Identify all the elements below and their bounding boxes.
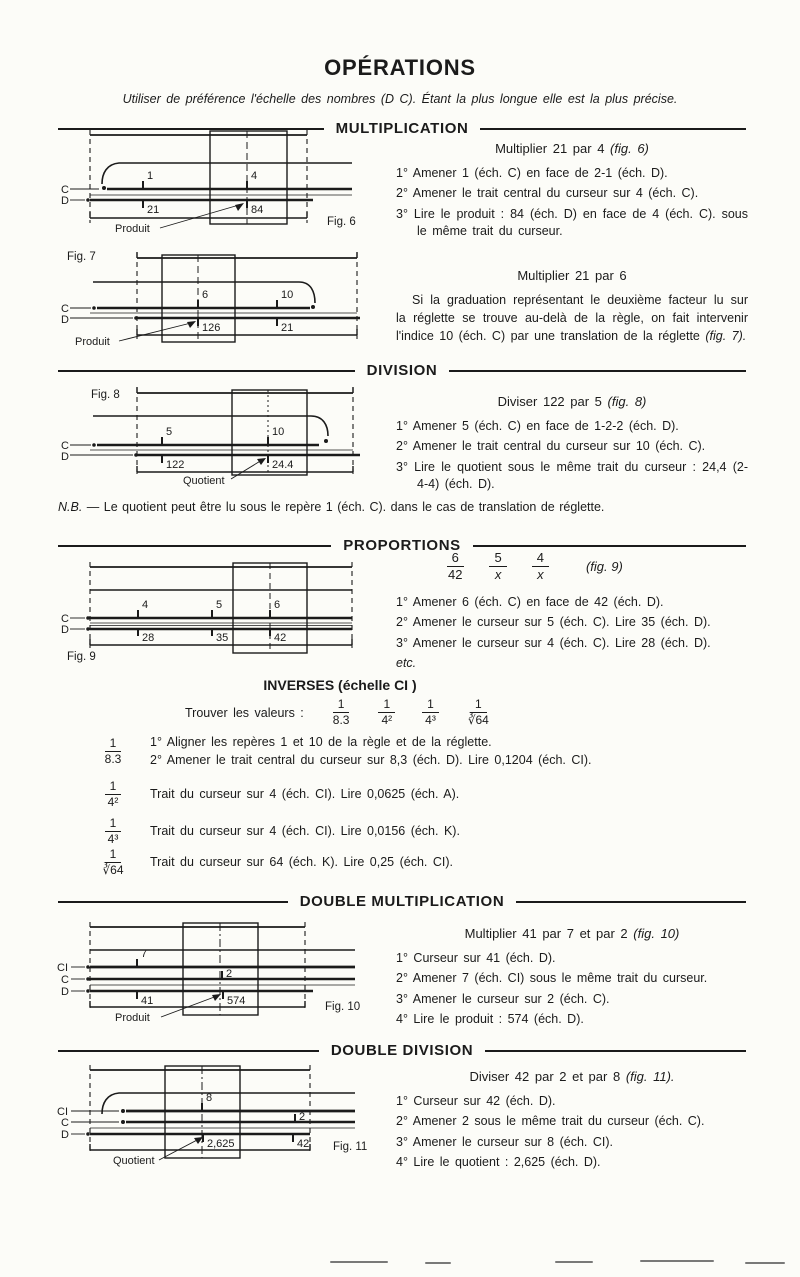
arrowhead xyxy=(235,203,244,211)
problem-text: Multiplier 21 par 4 xyxy=(495,141,605,156)
step: 2° Amener le trait central du curseur sur 4 (éch. C). xyxy=(396,186,699,201)
step: 1° Aligner les repères 1 et 10 de la règle et de la réglette. xyxy=(150,735,492,749)
step: 2° Amener 2 sous le même trait du curseur (éch. C). xyxy=(396,1114,705,1129)
step: 1° Amener 5 (éch. C) en face de 1-2-2 (éch. D). xyxy=(396,419,679,433)
denominator: 4² xyxy=(107,795,119,809)
denominator: x xyxy=(494,567,502,583)
section-header-double-multiplication xyxy=(58,893,746,910)
step: 3° Amener le curseur sur 8 (éch. CI). xyxy=(396,1134,613,1149)
fraction xyxy=(331,697,352,728)
explanation-paragraph xyxy=(396,292,748,345)
numerator: 6 xyxy=(447,550,464,567)
fig-reference: (fig. 9) xyxy=(585,559,623,575)
nb-prefix: N.B. xyxy=(58,500,83,514)
numerator: 1 xyxy=(105,779,122,795)
header-rule xyxy=(480,128,746,130)
fraction xyxy=(422,697,439,728)
header-rule xyxy=(516,901,746,903)
scale-end-dot xyxy=(324,439,328,443)
pointer-label: Produit xyxy=(115,1012,150,1024)
section-title: DIVISION xyxy=(366,362,438,379)
denominator: ∛64 xyxy=(102,863,124,877)
fig11-slide-rule-diagram xyxy=(55,1060,395,1180)
section-title: PROPORTIONS xyxy=(343,537,461,554)
scale-end-dot xyxy=(311,305,315,309)
scale-label-c: C xyxy=(61,303,69,315)
step: 2° Amener le trait central du curseur sur 10 (éch. C). xyxy=(396,439,706,454)
step: Trait du curseur sur 4 (éch. CI). Lire 0,0625 (éch. A). xyxy=(150,786,460,801)
inverses-intro xyxy=(185,697,491,728)
numerator: 1 xyxy=(378,697,395,713)
pointer-label: Produit xyxy=(115,223,150,235)
problem-text: Multiplier 41 par 7 et par 2 xyxy=(464,926,628,941)
step: 3° Lire le produit : 84 (éch. D) en face de 4 (éch. C). sous le même trait du curseur. xyxy=(396,206,748,238)
numerator: 1 xyxy=(105,736,122,752)
scan-artifact xyxy=(555,1261,593,1263)
division-text xyxy=(396,394,748,496)
numerator: 1 xyxy=(105,847,122,863)
c-tick-label: 1 xyxy=(147,170,154,182)
leader-dot xyxy=(86,965,90,969)
fraction xyxy=(466,697,491,728)
fraction xyxy=(489,550,506,584)
denominator: 4³ xyxy=(425,713,436,727)
fraction xyxy=(101,847,126,878)
scale-label-ci: CI xyxy=(57,1106,68,1118)
step: 3° Lire le quotient sous le même trait du curseur : 24,4 (2-4-4) (éch. D). xyxy=(396,459,748,491)
d-tick-label: 24.4 xyxy=(272,459,294,471)
fraction xyxy=(105,816,122,847)
pointer-label: Quotient xyxy=(113,1155,155,1167)
fig-caption: Fig. 8 xyxy=(91,389,120,401)
fig8-slide-rule-diagram xyxy=(55,378,390,498)
scan-artifact xyxy=(425,1262,451,1264)
pointer-arrow xyxy=(231,460,262,479)
d-tick-label: 574 xyxy=(227,995,246,1007)
d-tick-label: 2,625 xyxy=(207,1138,235,1150)
fig-reference: (fig. 10) xyxy=(633,926,680,941)
numerator: 1 xyxy=(105,816,122,832)
denominator: ∛64 xyxy=(467,713,489,727)
intro-text: Trouver les valeurs : xyxy=(185,705,304,720)
denominator: 8.3 xyxy=(104,752,122,766)
fig-caption: Fig. 11 xyxy=(333,1141,368,1153)
paragraph-text: Si la graduation représentant le deuxième facteur lu sur la réglette se trouve au-delà de la règle, on fait intervenir l'indice 10 (éch. C) par une translation de la réglette xyxy=(396,293,748,343)
leader-dot xyxy=(86,198,90,202)
pointer-label: Produit xyxy=(75,336,110,348)
step: 2° Amener le trait central du curseur sur 8,3 (éch. D). Lire 0,1204 (éch. CI). xyxy=(150,752,592,767)
fig9-slide-rule-diagram xyxy=(55,558,390,666)
step: Trait du curseur sur 64 (éch. K). Lire 0,25 (éch. CI). xyxy=(150,854,453,869)
fraction xyxy=(103,736,124,767)
scale-label-d: D xyxy=(61,314,69,326)
step: 2° Amener 7 (éch. CI) sous le même trait du curseur. xyxy=(396,971,708,986)
leader-dot xyxy=(86,989,90,993)
nb-text: — Le quotient peut être lu sous le repère 1 (éch. C). dans le cas de translation de réglette. xyxy=(86,500,605,514)
fig-caption: Fig. 10 xyxy=(325,1001,361,1013)
scale-label-d: D xyxy=(61,986,69,998)
proportions-fractions xyxy=(446,550,623,584)
section-header-double-division xyxy=(58,1042,746,1059)
page-title: OPÉRATIONS xyxy=(324,54,476,80)
scale-label-d: D xyxy=(61,451,69,463)
denominator: 42 xyxy=(448,567,463,583)
ci-tick-label: 8 xyxy=(206,1092,213,1104)
inverses-row xyxy=(90,847,453,878)
problem-statement xyxy=(396,394,748,409)
double-multiplication-text xyxy=(396,926,748,1031)
scale-label-c: C xyxy=(61,613,69,625)
row-text xyxy=(150,823,460,841)
proportions-text xyxy=(396,594,748,675)
problem-text: Diviser 42 par 2 et par 8 xyxy=(469,1069,621,1084)
arrowhead xyxy=(187,321,196,328)
scale-start-dot xyxy=(121,1109,125,1113)
fraction xyxy=(532,550,549,584)
step: 3° Amener le curseur sur 4 (éch. C). Lire 28 (éch. D). xyxy=(396,635,711,650)
leader-dot xyxy=(92,306,96,310)
fig-caption: Fig. 7 xyxy=(67,251,96,263)
denominator: x xyxy=(537,567,544,583)
section-header-proportions xyxy=(58,537,746,554)
nb-note xyxy=(58,500,750,514)
scale-label-ci: CI xyxy=(57,962,68,974)
cursor-box xyxy=(183,923,258,1015)
d-tick-label: 42 xyxy=(274,632,287,644)
row-text xyxy=(150,854,453,872)
header-rule xyxy=(58,1050,319,1052)
fig-reference: (fig. 6) xyxy=(610,141,649,156)
fraction xyxy=(378,697,395,728)
fraction xyxy=(446,550,464,584)
denominator: 8.3 xyxy=(332,713,350,727)
scale-start-dot xyxy=(121,1120,125,1124)
d-tick-label: 126 xyxy=(202,322,221,334)
step: 4° Lire le quotient : 2,625 (éch. D). xyxy=(396,1154,601,1169)
header-rule xyxy=(473,545,746,547)
pointer-label: Quotient xyxy=(183,475,225,487)
numerator: 1 xyxy=(422,697,439,713)
inverses-row xyxy=(90,779,459,810)
scan-artifact xyxy=(745,1262,785,1264)
arrowhead xyxy=(257,458,266,465)
problem-statement xyxy=(396,926,748,941)
step: 2° Amener le curseur sur 5 (éch. C). Lire 35 (éch. D). xyxy=(396,615,711,630)
fig-reference: (fig. 11). xyxy=(625,1069,675,1084)
scale-label-c: C xyxy=(61,1117,69,1129)
denominator: 4³ xyxy=(107,832,119,846)
step: 1° Amener 1 (éch. C) en face de 2-1 (éch. D). xyxy=(396,166,668,180)
scale-label-d: D xyxy=(61,195,69,207)
leader-dot xyxy=(86,627,90,631)
c-tick-label: 10 xyxy=(281,289,294,301)
d-tick-label: 35 xyxy=(216,632,229,644)
d-tick-label: 21 xyxy=(147,204,160,216)
problem-text: Diviser 122 par 5 xyxy=(497,394,602,409)
page-subtitle: Utiliser de préférence l'échelle des nombres (D C). Étant la plus longue elle est la plus précise. xyxy=(122,91,678,106)
fig-caption: Fig. 9 xyxy=(67,651,96,663)
step: 1° Curseur sur 41 (éch. D). xyxy=(396,951,556,965)
section-title: DOUBLE MULTIPLICATION xyxy=(299,893,505,910)
problem-statement xyxy=(396,1069,748,1084)
fig-reference: (fig. 7). xyxy=(705,328,747,343)
fraction xyxy=(105,779,122,810)
section-header-division xyxy=(58,362,746,379)
d-tick-label: 41 xyxy=(141,995,154,1007)
numerator: 4 xyxy=(532,550,549,567)
pointer-arrow xyxy=(119,323,191,341)
leader-dot xyxy=(134,453,138,457)
ci-tick-label: 7 xyxy=(141,948,148,960)
scale-label-d: D xyxy=(61,624,69,636)
numerator: 1 xyxy=(470,697,487,713)
step: 1° Amener 6 (éch. C) en face de 42 (éch. D). xyxy=(396,595,664,609)
c-tick-label: 2 xyxy=(299,1111,306,1123)
d-tick-label: 42 xyxy=(297,1138,310,1150)
header-rule xyxy=(58,901,288,903)
section-title: DOUBLE DIVISION xyxy=(330,1042,474,1059)
step: 1° Curseur sur 42 (éch. D). xyxy=(396,1094,556,1108)
scale-label-c: C xyxy=(61,440,69,452)
leader-dot xyxy=(86,616,90,620)
scan-artifact xyxy=(640,1260,714,1262)
fig-caption: Fig. 6 xyxy=(327,216,356,228)
numerator: 5 xyxy=(489,550,506,567)
header-rule xyxy=(449,370,746,372)
leader-dot xyxy=(86,977,90,981)
numerator: 1 xyxy=(333,697,350,713)
scale-label-c: C xyxy=(61,184,69,196)
multiplication2-text xyxy=(396,268,748,345)
etc-label: etc. xyxy=(396,655,417,670)
leader-dot xyxy=(134,316,138,320)
slide-top-bracket xyxy=(93,416,328,436)
fig-reference: (fig. 8) xyxy=(607,394,647,409)
c-tick-label: 6 xyxy=(274,599,281,611)
section-title: MULTIPLICATION xyxy=(335,120,469,137)
double-division-text xyxy=(396,1069,748,1174)
step: Trait du curseur sur 4 (éch. CI). Lire 0,0156 (éch. K). xyxy=(150,823,460,838)
cursor-box xyxy=(232,390,307,475)
d-tick-label: 122 xyxy=(166,459,185,471)
inverses-heading: INVERSES (échelle CI ) xyxy=(263,677,417,693)
problem-statement xyxy=(396,141,748,156)
row-text xyxy=(150,734,592,769)
c-tick-label: 10 xyxy=(272,426,285,438)
c-tick-label: 2 xyxy=(226,968,233,980)
d-tick-label: 21 xyxy=(281,322,294,334)
etc-line xyxy=(396,655,748,672)
d-tick-label: 84 xyxy=(251,204,264,216)
c-tick-label: 4 xyxy=(251,170,258,182)
inverses-row xyxy=(90,734,592,769)
slide-top-bracket xyxy=(102,163,352,184)
header-rule xyxy=(485,1050,746,1052)
fig6-slide-rule-diagram xyxy=(55,126,390,241)
d-tick-label: 28 xyxy=(142,632,155,644)
c-tick-label: 4 xyxy=(142,599,149,611)
fig7-slide-rule-diagram xyxy=(55,242,390,360)
scan-artifact xyxy=(330,1261,388,1263)
leader-dot xyxy=(86,1132,90,1136)
scale-label-c: C xyxy=(61,974,69,986)
scale-label-d: D xyxy=(61,1129,69,1141)
step: 3° Amener le curseur sur 2 (éch. C). xyxy=(396,991,610,1006)
fig10-slide-rule-diagram xyxy=(55,918,395,1036)
problem-statement: Multiplier 21 par 6 xyxy=(517,268,627,283)
leader-dot xyxy=(92,443,96,447)
scale-start-dot xyxy=(102,186,106,190)
header-rule xyxy=(58,370,355,372)
c-tick-label: 5 xyxy=(166,426,173,438)
c-tick-label: 5 xyxy=(216,599,223,611)
multiplication-text xyxy=(396,141,748,243)
c-tick-label: 6 xyxy=(202,289,209,301)
inverses-row xyxy=(90,816,460,847)
header-rule xyxy=(58,545,331,547)
step: 4° Lire le produit : 574 (éch. D). xyxy=(396,1011,584,1026)
row-text xyxy=(150,786,459,804)
denominator: 4² xyxy=(381,713,393,727)
